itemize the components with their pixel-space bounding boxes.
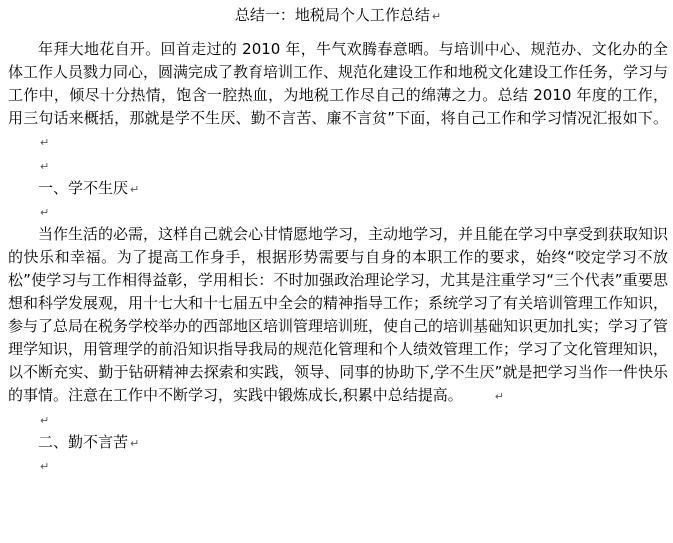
section-heading-text: 一、学不生厌	[38, 179, 129, 197]
paragraph-mark-icon: ↵	[130, 183, 140, 196]
empty-line	[8, 154, 668, 177]
section-heading-text: 二、勤不言苦	[38, 433, 129, 451]
section-heading-2	[8, 431, 668, 454]
paragraph-mark-icon: ↵	[130, 437, 140, 450]
empty-line	[8, 454, 668, 477]
section-1-paragraph	[8, 223, 668, 408]
paragraph-mark-icon: ↵	[40, 460, 50, 473]
empty-line	[8, 408, 668, 431]
paragraph-mark-icon: ↵	[494, 390, 504, 403]
document-title	[8, 2, 668, 28]
spacer	[8, 28, 668, 38]
section-1-text: 当作生活的必需，这样自己就会心甘情愿地学习，主动地学习，并且能在学习中享受到获取知识的快乐和幸福。为了提高工作身手，根据形势需要与自身的本职工作的要求，始终“咬定学习不放松”使学习与工作相得益彰，学用相长：不时加强政治理论学习，尤其是注重学习“三个代表”重要思想和科学发展观，用十七大和十七届五中全会的精神指导工作；系统学习了有关培训管理工作知识，参与了总局在税务学校举办的西部地区培训管理培训班，使自己的培训基础知识更加扎实；学习了管理学知识，用管理学的前沿知识指导我局的规范化管理和个人绩效管理工作；学习了文化管理知识，以不断充实、勤于钻研精神去探索和实践，领导、同事的协助下,学不生厌”就是把学习当作一件快乐的事情。注意在工作中不断学习，实践中锻炼成长,积累中总结提高。	[8, 225, 669, 404]
paragraph-mark-icon: ↵	[40, 160, 50, 173]
section-heading-1	[8, 177, 668, 200]
document-page	[8, 0, 668, 477]
empty-line	[8, 200, 668, 223]
intro-text: 年拜大地花自开。回首走过的 2010 年，牛气欢腾春意晒。与培训中心、规范办、文化办的全体工作人员戮力同心，圆满完成了教育培训工作、规范化建设工作和地税文化建设工作任务，学习与工作中，倾尽十分热情，饱含一腔热血，为地税工作尽自己的绵薄之力。总结 2010 年度的工作，用三句话来概括，那就是学不生厌、勤不言苦、廉不言贫”下面，将自己工作和学习情况汇报如下。	[8, 40, 669, 127]
paragraph-mark-icon: ↵	[40, 414, 50, 427]
paragraph-mark-icon: ↵	[40, 206, 50, 219]
paragraph-mark-icon: ↵	[40, 136, 50, 149]
title-text: 总结一：地税局个人工作总结	[234, 6, 430, 24]
intro-paragraph	[8, 38, 668, 154]
paragraph-mark-icon: ↵	[431, 10, 442, 23]
